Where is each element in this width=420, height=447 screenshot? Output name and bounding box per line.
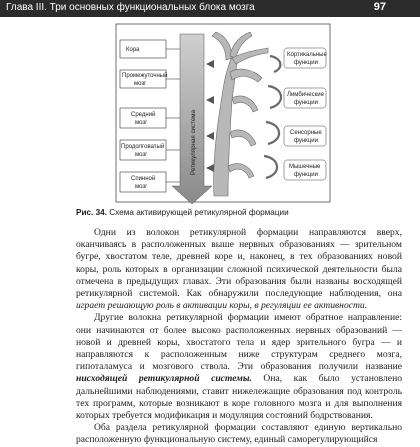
function-label-muscular <box>284 160 326 180</box>
term-descending: нисходящей ретикулярной системы. <box>76 373 252 385</box>
svg-text:Спинной <box>131 175 155 182</box>
svg-text:Кора <box>126 47 140 53</box>
svg-text:Средний <box>131 111 155 118</box>
svg-text:Промежуточный <box>122 72 167 79</box>
function-label-cortical <box>284 48 327 68</box>
svg-text:Сенсорные <box>290 130 322 136</box>
svg-text:функции <box>294 138 318 144</box>
region-label-2b: мозг <box>134 81 147 87</box>
region-label-5a: Спинной <box>131 176 156 182</box>
function-label-1a: Кортикальные <box>287 52 327 58</box>
svg-text:функции <box>294 60 318 66</box>
paragraph-3: Оба раздела ретикулярной формации составляют единую вертикально расположенную функциональную систему, единый саморегулирующийся <box>76 422 402 446</box>
caption-text: Схема активирующей ретикулярной формации <box>109 208 289 217</box>
function-label-4b: функции <box>294 172 318 178</box>
region-box-medulla <box>120 140 166 160</box>
reticular-formation-figure <box>0 18 420 208</box>
emphasis-1: играет решающую роль в активации коры, в регуляции ее активности. <box>76 300 368 312</box>
region-label-3a: Средний <box>131 112 156 118</box>
region-label-5b: мозг <box>135 184 148 190</box>
paragraph-2: Другие волокна ретикулярной формации имеют обратное направление: они начинаются от более высоко расположенных нервных образований — новой и древней коры, хвостатого тела и ядер зрительного бугра — и направляются к расположенным ниже структурам среднего мозга, гипоталамуса и мозгового ствола. Эти образования получили название нисходящей ретикулярной системы. Она, как было установлено дальнейшими наблюдениями, ставит нижележащие образования под контроль тех программ, которые возникают в коре головного мозга и для выполнения которых требуется модификация и модуляция состояний бодрствования. <box>76 312 402 422</box>
paragraph-1: Одни из волокон ретикулярной формации направляются вверх, оканчиваясь в расположенных выше нервных образованиях — зрительном бугре, хвостатом теле, древней коре и, наконец, в тех образованиях новой коры, роль которых в организации сложной психической деятельности была отмечена в предыдущих главах. Эти образования были названы восходящей ретикулярной системой. Как обнаружили последующие наблюдения, она играет решающую роль в активации коры, в регуляции ее активности. <box>76 227 402 312</box>
function-label-2b: функции <box>294 100 318 106</box>
svg-text:Продолговатый <box>121 143 164 150</box>
function-label-limbic <box>284 88 326 108</box>
figure-caption <box>76 208 289 217</box>
svg-text:функции <box>294 100 318 106</box>
body-text <box>76 227 402 447</box>
svg-text:мозг <box>134 81 147 87</box>
function-label-4a: Мышечные <box>289 164 321 170</box>
region-box-cortex <box>120 40 166 58</box>
function-label-3b: функции <box>294 138 318 144</box>
region-box-diencephalon <box>120 70 167 88</box>
chapter-title: Глава III. Три основных функциональных блока мозга <box>6 2 255 13</box>
function-label-2a: Лимбические <box>287 92 324 98</box>
region-label-4b: мозг <box>135 152 148 158</box>
region-label-2a: Промежуточный <box>122 73 168 79</box>
reticular-system-label: Ретикулярная система <box>190 110 197 175</box>
svg-text:мозг <box>135 152 148 158</box>
region-box-spinal-cord <box>120 172 166 192</box>
svg-text:мозг <box>135 184 148 190</box>
region-label-1: Кора <box>126 47 140 53</box>
running-header <box>0 0 420 17</box>
region-label-4a: Продолговатый <box>121 144 165 150</box>
function-label-3a: Сенсорные <box>290 130 322 136</box>
svg-text:мозг <box>135 120 148 126</box>
svg-text:функции <box>294 172 318 178</box>
function-label-1b: функции <box>294 60 318 66</box>
region-label-3b: мозг <box>135 120 148 126</box>
function-label-sensory <box>284 126 326 146</box>
caption-number: Рис. 34. <box>76 208 107 217</box>
svg-text:Лимбические <box>287 92 325 98</box>
region-box-midbrain <box>120 108 166 128</box>
page-number: 97 <box>373 1 386 13</box>
svg-text:Мышечные <box>289 164 321 170</box>
svg-text:Кортикальные <box>287 52 327 58</box>
